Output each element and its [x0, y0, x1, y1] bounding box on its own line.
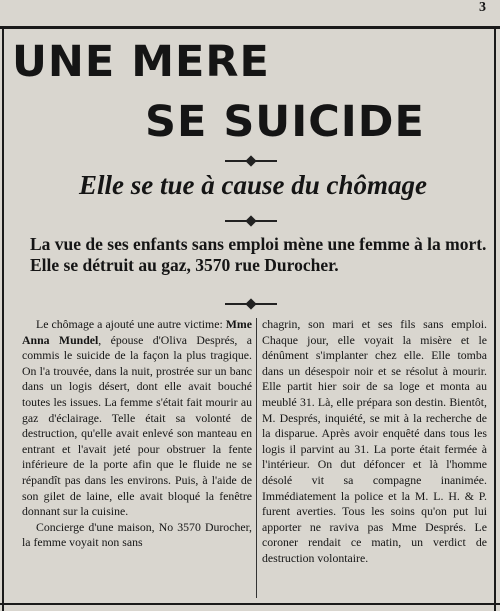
- subtitle: Elle se tue à cause du chômage: [79, 170, 427, 200]
- top-rule: [0, 26, 500, 29]
- article-text: , épouse d'Oliva Després, a commis le suicide de la façon la plus tragique. On l'a trouvée, dans la nuit, prostrée sur un banc dans un logis désert, dont elle avait bouché toutes les issues. La femme s'était fait mourir au gaz d'éclairage. Telle était sa volonté de destruction, qu'elle avait enlevé son manteau en entrant et l'avait jeté pour obstruer la fente inférieure de la porte afin que le fluide ne se répandît pas dans les environs. Puis, à l'aide de son gilet de laine, elle avait bloqué la fenêtre donnant sur la cuisine.: [22, 332, 252, 519]
- article-paragraph: chagrin, son mari et ses fils sans emploi. Chaque jour, elle voyait la misère et le dénûment s'implanter chez elle. Elle tomba dans un désespoir noir et se résolut à mourir. Elle partit hier soir de sa loge et monta au meublé 31. Là, elle prépara son destin. Bientôt, M. Després, inquiété, se mit à la recherche de la disparue. Après avoir enquêté dans tous les logis il parvint au 31. La porte était fermée à l'intérieur. On dut défoncer et là l'homme désolé vit sa compagne inanimée. Immédiatement la police et la M. L. H. & P. furent averties. Tous les soins qu'on put lui apporter ne raviva pas Mme Després. Le coroner rendait ce matin, un verdict de destruction volontaire.: [262, 317, 487, 565]
- headline-line-2: SE SUICIDE: [145, 97, 425, 147]
- article-paragraph: [22, 317, 252, 520]
- divider-ornament: [225, 220, 277, 222]
- bottom-rule: [0, 603, 500, 605]
- page-number: 3: [479, 0, 486, 15]
- article-paragraph: Concierge d'une maison, No 3570 Durocher, la femme voyait non sans: [22, 519, 252, 550]
- article-column-2: [262, 317, 487, 567]
- column-separator: [256, 318, 257, 598]
- article-intro: Le chômage a ajouté une autre victime:: [36, 317, 226, 331]
- article-column-1: [22, 317, 252, 551]
- right-border-rule: [494, 26, 496, 611]
- deck: La vue de ses enfants sans emploi mène une femme à la mort. Elle se détruit au gaz, 3570 rue Durocher.: [30, 234, 487, 275]
- victim-name: Mme Anna Mundel: [22, 317, 252, 347]
- divider-ornament: [225, 160, 277, 162]
- left-border-rule: [2, 26, 4, 611]
- headline: [12, 38, 492, 146]
- headline-line-1: UNE MERE: [12, 37, 270, 87]
- divider-ornament: [225, 303, 277, 305]
